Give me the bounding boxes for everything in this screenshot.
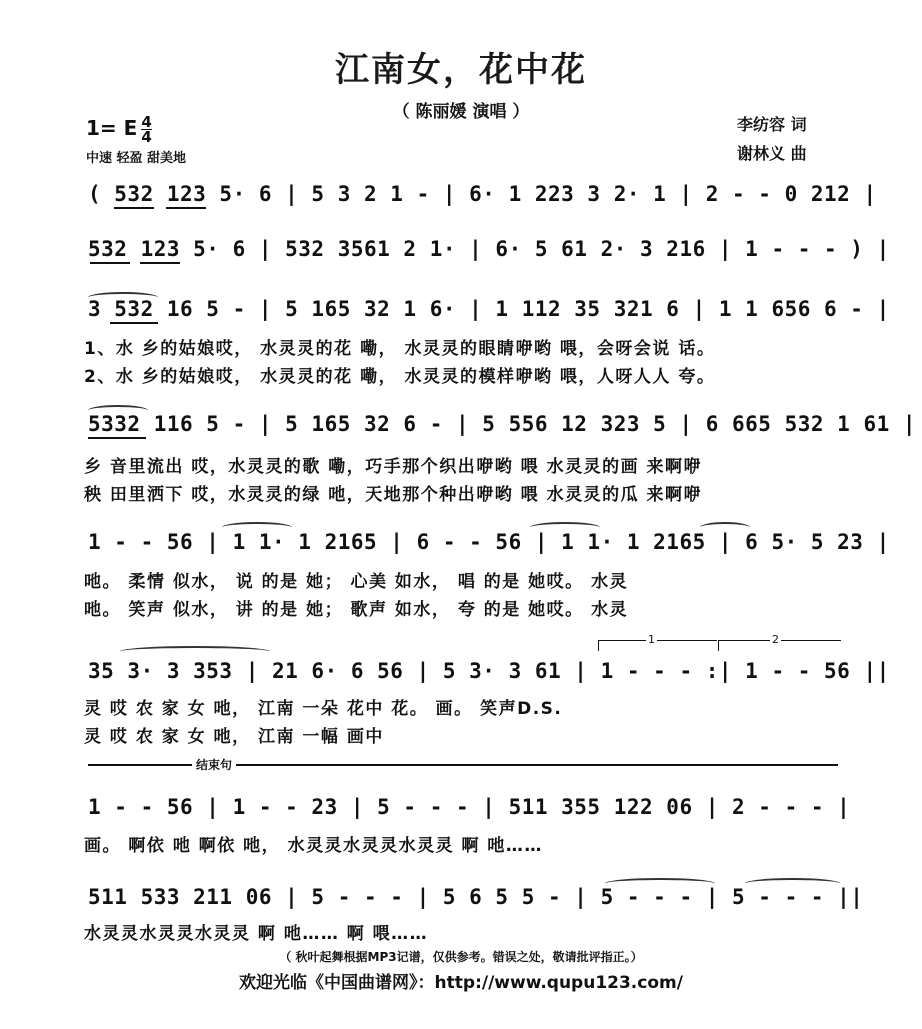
score-row-4: 5332 116 5 - | 5 165 32 6 - | 5 556 12 323 5 | 6 665 532 1 61 | xyxy=(88,412,917,436)
singer-credit: （ 陈丽媛 演唱 ） xyxy=(392,102,530,122)
score-row-8: 511 533 211 06 | 5 - - - | 5 6 5 5 - | 5 - - - | 5 - - - || xyxy=(88,885,864,909)
score-row-7: 1 - - 56 | 1 - - 23 | 5 - - - | 511 355 122 06 | 2 - - - | xyxy=(88,795,851,819)
slur-mark xyxy=(88,405,148,416)
slur-mark xyxy=(745,878,840,889)
lyrics-row-6-verse-2: 灵 哎 农 家 女 吔， 江南 一幅 画中 xyxy=(84,727,384,747)
volta-number-1: 1 xyxy=(648,633,655,646)
lyrics-row-4-verse-1: 乡 音里流出 哎，水灵灵的歌 嘞，巧手那个织出咿哟 喂 水灵灵的画 来啊咿 xyxy=(84,457,703,477)
beam-line xyxy=(88,437,146,439)
ending-label: 结束句 xyxy=(192,756,236,773)
slur-mark xyxy=(530,522,600,533)
lyrics-row-7: 画。 啊依 吔 啊依 吔， 水灵灵水灵灵水灵灵 啊 吔…… xyxy=(84,836,543,856)
lyrics-row-5-verse-1: 吔。 柔情 似水， 说 的是 她； 心美 如水， 唱 的是 她哎。 水灵 xyxy=(84,572,629,592)
lyrics-row-5-verse-2: 吔。 笑声 似水， 讲 的是 她； 歌声 如水， 夸 的是 她哎。 水灵 xyxy=(84,600,629,620)
score-row-2: 532 123 5· 6 | 532 3561 2 1· | 6· 5 61 2· 3 216 | 1 - - - ) | xyxy=(88,237,890,261)
lyrics-row-8: 水灵灵水灵灵水灵灵 啊 吔…… 啊 喂…… xyxy=(84,924,429,944)
slur-mark xyxy=(605,878,715,889)
time-top: 4 xyxy=(141,113,152,131)
site-welcome: 欢迎光临《中国曲谱网》：http://www.qupu123.com/ xyxy=(239,973,683,993)
key-signature xyxy=(86,115,152,144)
volta-bracket-1 xyxy=(598,640,717,651)
key-label: 1= E xyxy=(86,116,138,140)
lyrics-row-3-verse-1: 1、水 乡的姑娘哎， 水灵灵的花 嘞， 水灵灵的眼睛咿哟 喂，会呀会说 话。 xyxy=(84,339,716,359)
beam-line xyxy=(140,262,180,264)
beam-line xyxy=(110,322,158,324)
volta-number-2: 2 xyxy=(772,633,779,646)
composer-credit: 谢林义 曲 xyxy=(737,144,807,163)
beam-line xyxy=(166,207,206,209)
slur-mark xyxy=(700,522,750,533)
transcription-note: （ 秋叶起舞根据MP3记谱，仅供参考。错误之处，敬请批评指正。） xyxy=(279,950,643,964)
lyricist-credit: 李纺容 词 xyxy=(737,115,807,134)
slur-mark xyxy=(88,292,158,303)
lyrics-row-4-verse-2: 秧 田里洒下 哎，水灵灵的绿 吔，天地那个种出咿哟 喂 水灵灵的瓜 来啊咿 xyxy=(84,485,703,505)
song-title: 江南女，花中花 xyxy=(335,50,587,90)
score-row-5: 1 - - 56 | 1 1· 1 2165 | 6 - - 56 | 1 1· 1 2165 | 6 5· 5 23 | xyxy=(88,530,890,554)
beam-line xyxy=(114,207,154,209)
score-row-1: ( 532 123 5· 6 | 5 3 2 1 - | 6· 1 223 3 2· 1 | 2 - - 0 212 | xyxy=(88,182,877,206)
time-signature xyxy=(141,115,151,144)
score-row-3: 3 532 16 5 - | 5 165 32 1 6· | 1 112 35 321 6 | 1 1 656 6 - | xyxy=(88,297,890,321)
time-bottom: 4 xyxy=(141,128,152,146)
lyrics-row-6-verse-1: 灵 哎 农 家 女 吔， 江南 一朵 花中 花。 画。 笑声D.S. xyxy=(84,699,563,719)
beam-line xyxy=(90,262,130,264)
tempo-marking: 中速 轻盈 甜美地 xyxy=(86,151,187,166)
lyrics-row-3-verse-2: 2、水 乡的姑娘哎， 水灵灵的花 嘞， 水灵灵的模样咿哟 喂，人呀人人 夸。 xyxy=(84,367,716,387)
slur-mark xyxy=(222,522,292,533)
score-row-6: 35 3· 3 353 | 21 6· 6 56 | 5 3· 3 61 | 1 - - - :| 1 - - 56 || xyxy=(88,659,890,683)
slur-mark xyxy=(120,646,270,657)
